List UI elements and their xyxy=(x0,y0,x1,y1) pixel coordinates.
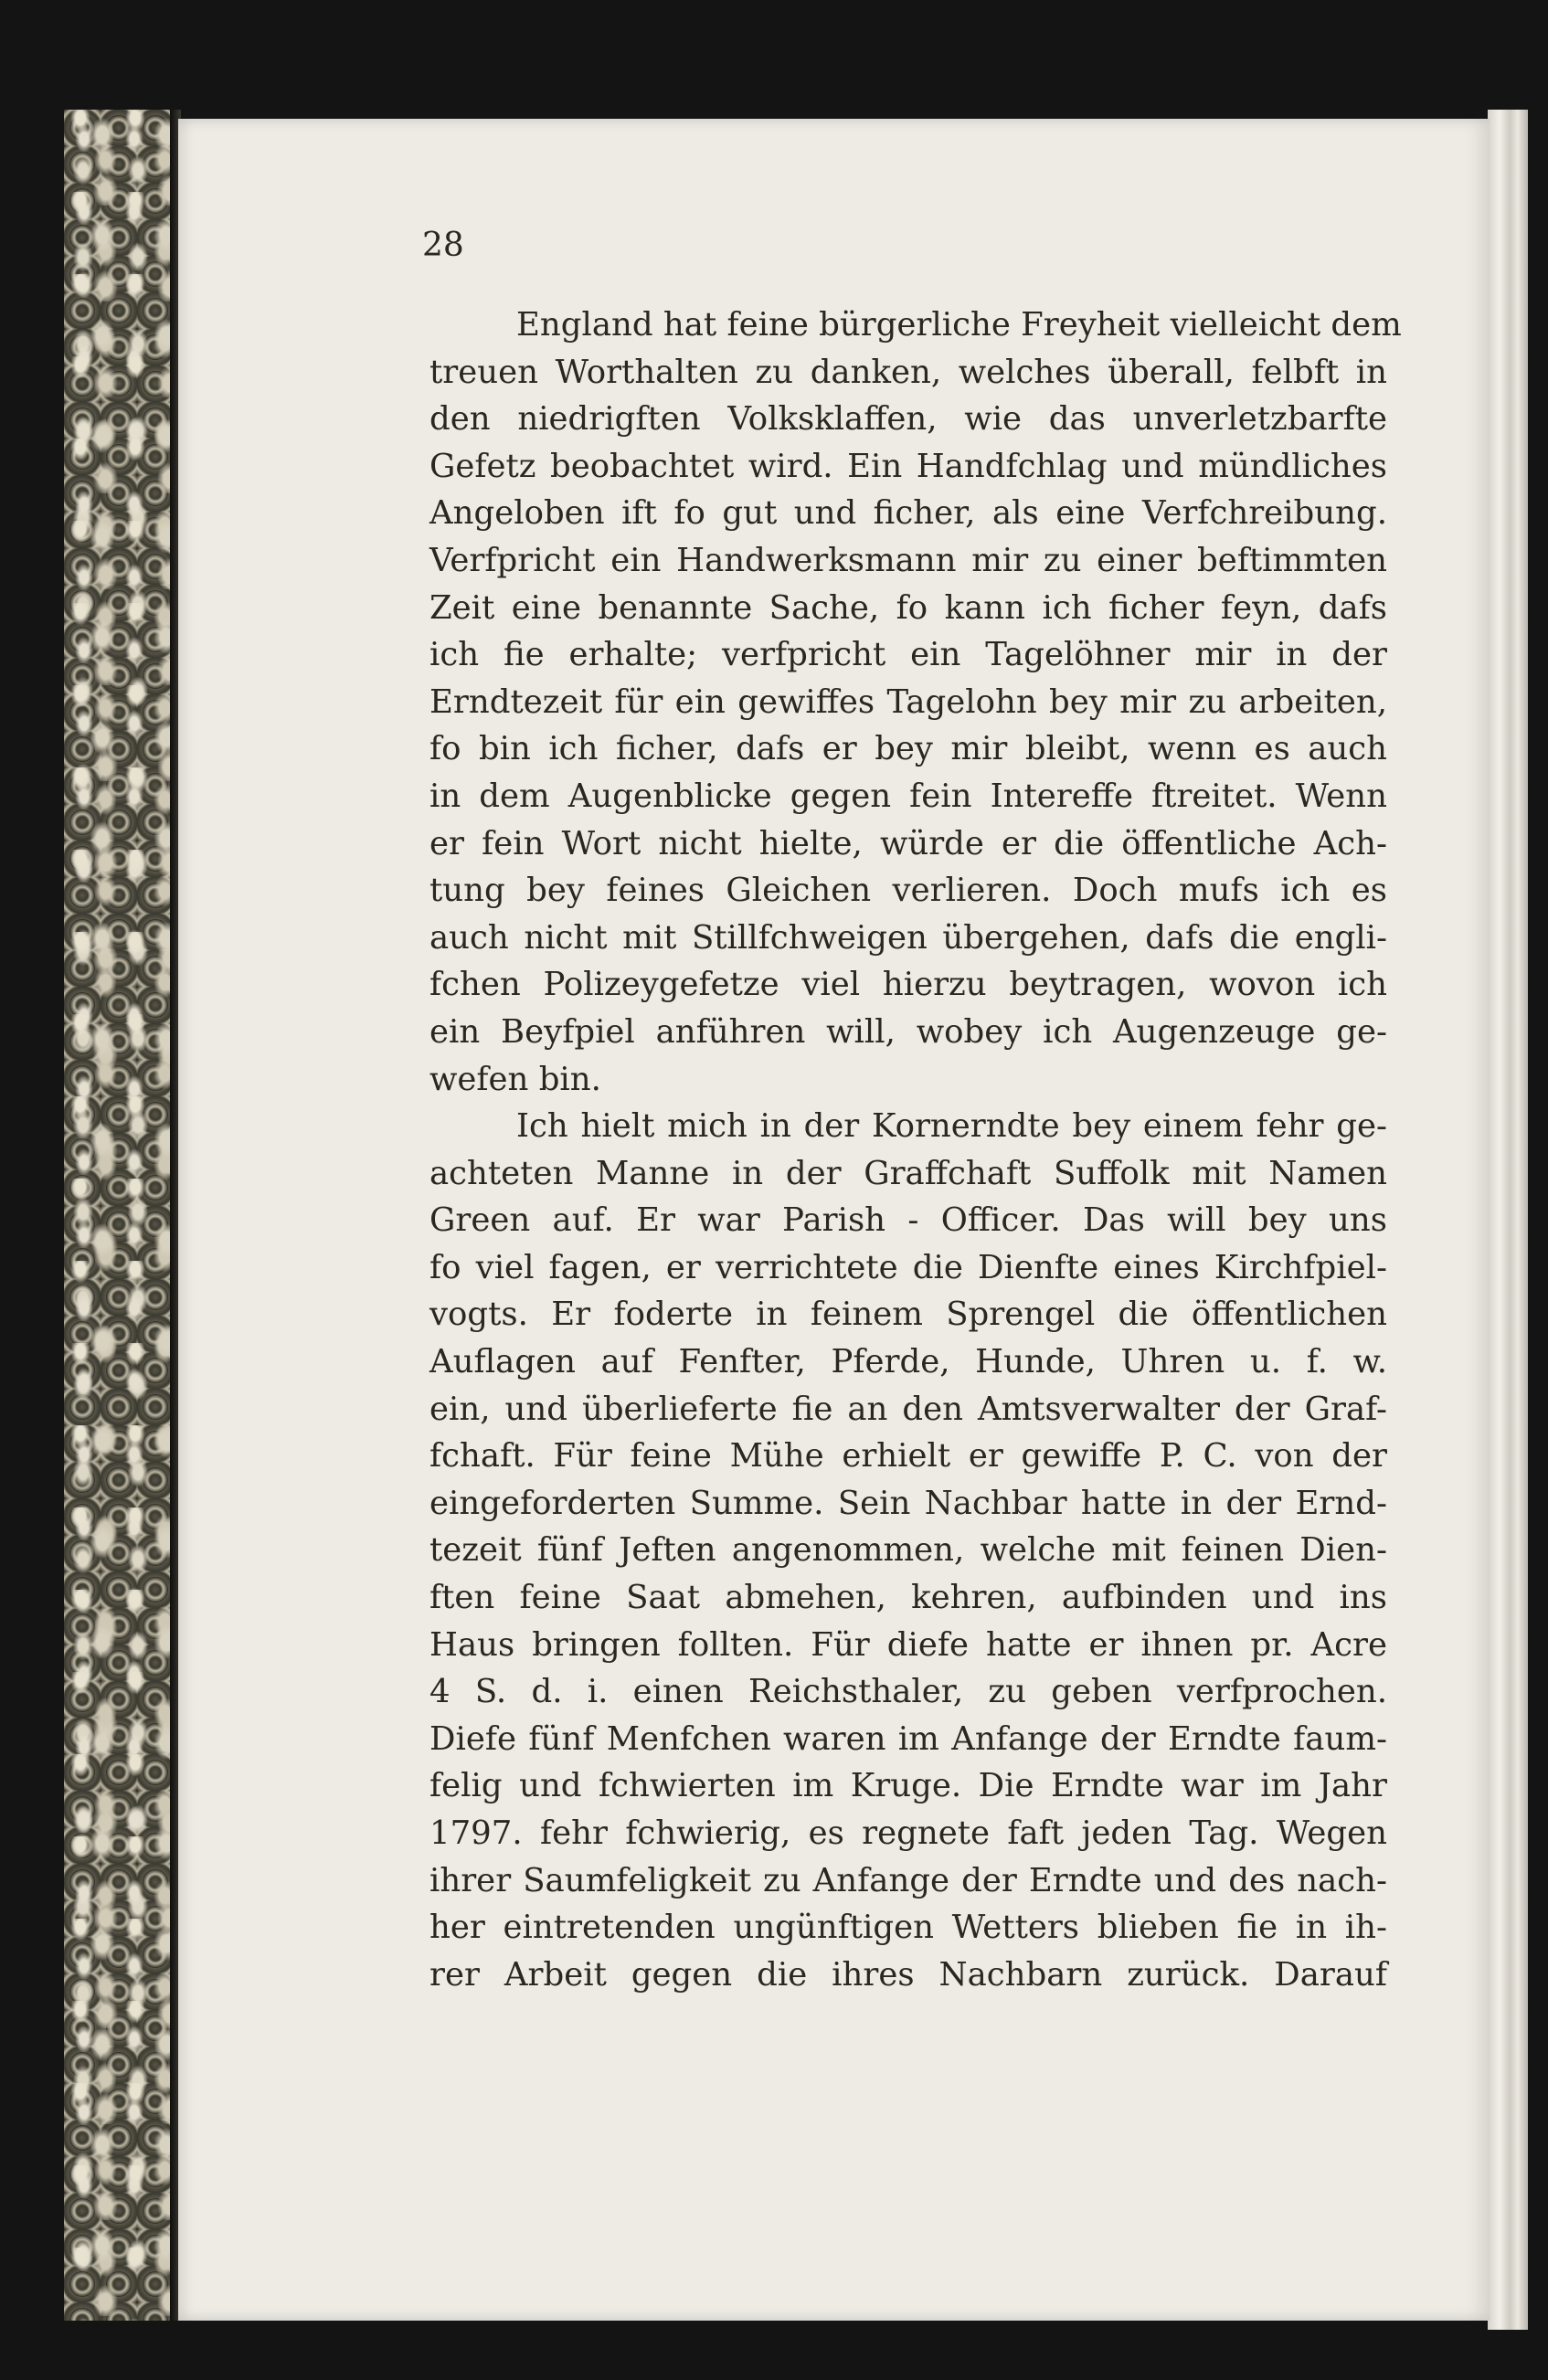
text-line: fo bin ich ficher, dafs er bey mir bleibt, wenn es auch xyxy=(429,730,1387,768)
text-line: 4 S. d. i. einen Reichsthaler, zu geben verfprochen. xyxy=(429,1673,1387,1711)
text-line: tung bey feines Gleichen verlieren. Doch mufs ich es xyxy=(429,872,1387,910)
text-line: den niedrigften Volksklaffen, wie das unverletzbarfte xyxy=(429,400,1387,439)
page-block-edge xyxy=(1488,110,1528,2330)
text-line: Verfpricht ein Handwerksmann mir zu einer beftimmten xyxy=(429,541,1387,579)
text-line: 1797. fehr fchwierig, es regnete faft jeden Tag. Wegen xyxy=(429,1814,1387,1852)
text-line: er fein Wort nicht hielte, würde er die öffentliche Ach- xyxy=(429,824,1387,862)
text-line: England hat feine bürgerliche Freyheit vielleicht dem xyxy=(516,306,1402,344)
text-line: ein Beyfpiel anführen will, wobey ich Augenzeuge ge- xyxy=(429,1012,1387,1051)
text-line: wefen bin. xyxy=(429,1060,601,1098)
text-line: ein, und überlieferte fie an den Amtsverwalter der Graf- xyxy=(429,1390,1387,1428)
text-line: felig und fchwierten im Kruge. Die Erndte war im Jahr xyxy=(429,1767,1387,1805)
text-line: eingeforderten Summe. Sein Nachbar hatte in der Ernd- xyxy=(429,1484,1387,1522)
text-line: tezeit fünf Jeften angenommen, welche mit feinen Dien- xyxy=(429,1531,1387,1570)
text-line: fchaft. Für feine Mühe erhielt er gewiffe P. C. von der xyxy=(429,1437,1387,1476)
text-line: Ich hielt mich in der Kornerndte bey einem fehr ge- xyxy=(516,1107,1387,1146)
text-line: Angeloben ift fo gut und ficher, als eine Verfchreibung. xyxy=(429,494,1387,533)
text-line: achteten Manne in der Graffchaft Suffolk mit Namen xyxy=(429,1154,1387,1192)
text-line: ich fie erhalte; verfpricht ein Tagelöhner mir in der xyxy=(429,636,1387,674)
text-line: Auflagen auf Fenfter, Pferde, Hunde, Uhren u. f. w. xyxy=(429,1343,1387,1381)
body-text xyxy=(429,301,1402,1998)
text-line: her eintretenden ungünftigen Wetters blieben fie in ih- xyxy=(429,1909,1387,1947)
text-line: Erndtezeit für ein gewiffes Tagelohn bey mir zu arbeiten, xyxy=(429,682,1387,721)
text-line: Zeit eine benannte Sache, fo kann ich ficher feyn, dafs xyxy=(429,588,1387,627)
text-line: fchen Polizeygefetze viel hierzu beytragen, wovon ich xyxy=(429,966,1387,1004)
text-line: treuen Worthalten zu danken, welches überall, felbft in xyxy=(429,353,1387,391)
text-line: vogts. Er foderte in feinem Sprengel die öffentlichen xyxy=(429,1296,1387,1334)
page-number: 28 xyxy=(422,227,464,264)
text-line: rer Arbeit gegen die ihres Nachbarn zurück. Darauf xyxy=(429,1955,1387,1994)
text-line: Green auf. Er war Parish - Officer. Das will bey uns xyxy=(429,1201,1387,1240)
text-line: Gefetz beobachtet wird. Ein Handfchlag und mündliches xyxy=(429,447,1387,485)
marbled-cover-edge xyxy=(64,110,177,2321)
text-line: ihrer Saumfeligkeit zu Anfange der Erndte und des nach- xyxy=(429,1861,1387,1899)
text-line: Haus bringen follten. Für diefe hatte er ihnen pr. Acre xyxy=(429,1625,1387,1664)
text-line: auch nicht mit Stillfchweigen übergehen, dafs die engli- xyxy=(429,918,1387,957)
text-line: Diefe fünf Menfchen waren im Anfange der Erndte faum- xyxy=(429,1719,1387,1758)
text-line: fo viel fagen, er verrichtete die Dienfte eines Kirchfpiel- xyxy=(429,1248,1387,1286)
text-line: ften feine Saat abmehen, kehren, aufbinden und ins xyxy=(429,1579,1387,1617)
text-line: in dem Augenblicke gegen fein Intereffe ftreitet. Wenn xyxy=(429,777,1387,815)
